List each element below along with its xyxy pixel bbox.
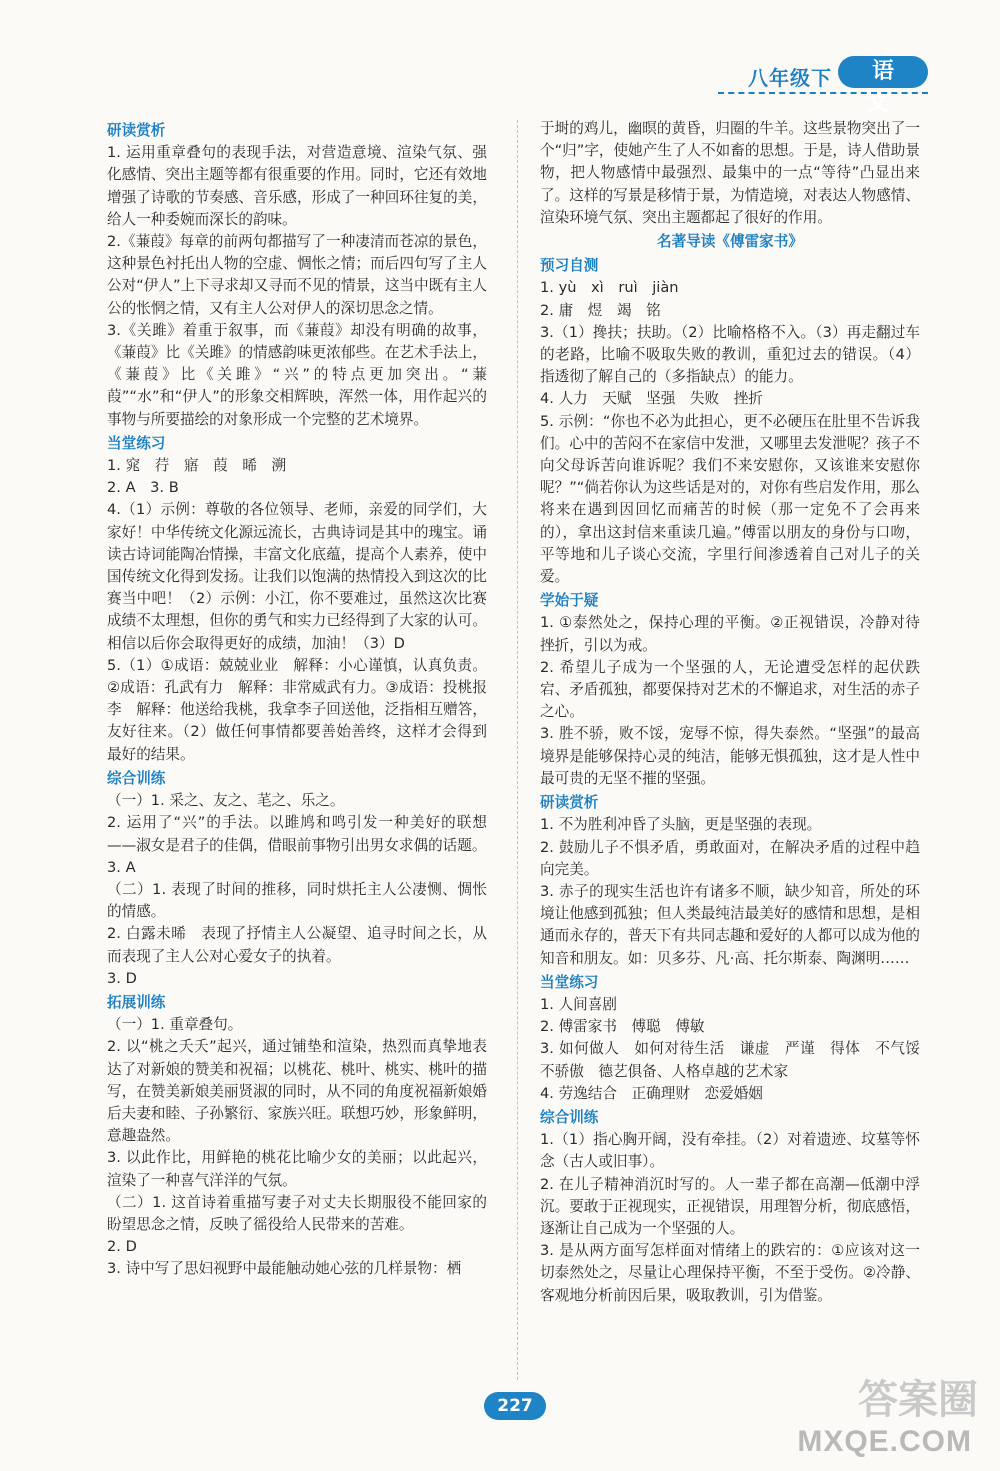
answer-paragraph: 1. yù xì ruì jiàn <box>540 279 679 297</box>
section-heading: 当堂练习 <box>540 973 599 991</box>
answer-paragraph: 5.（1）①成语：兢兢业业 解释：小心谨慎，认真负责。②成语：孔武有力 解释：非常威武有力。③成语：投桃报李 解释：他送给我桃，我拿李子回送他，泛指相互赠答，友好往来。（2）做任何事情都要善始善终，这样才会得到最好的结果。 <box>107 656 487 763</box>
answer-paragraph: 3. 胜不骄，败不馁，宠辱不惊，得失泰然。“坚强”的最高境界是能够保持心灵的纯洁，能够无惧孤独，这才是人性中最可贵的无坚不摧的坚强。 <box>540 725 920 787</box>
answer-paragraph: 1. 窕 荇 寤 葭 晞 溯 <box>107 457 287 475</box>
answer-paragraph: 2.《蒹葭》每章的前两句都描写了一种凄清而苍凉的景色，这种景色衬托出人物的空虚、惆怅之情；而后四句写了主人公对“伊人”上下寻求却又寻而不见的情景，这当中既有主人公的怅惘之情，又有主人公对伊人的深切思念之情。 <box>107 233 487 317</box>
answer-paragraph: 4.（1）示例：尊敬的各位领导、老师，亲爱的同学们，大家好！中华传统文化源远流长，古典诗词是其中的瑰宝。诵读古诗词能陶冶情操，丰富文化底蕴，提高个人素养，使中国传统文化得到发扬。让我们以饱满的热情投入到这次的比赛当中吧！（2）示例：小江，你不要难过，虽然这次比赛成绩不太理想，但你的勇气和实力已经得到了大家的认可。相信以后你会取得更好的成绩，加油！（3）D <box>107 501 487 652</box>
left-column <box>107 118 487 1281</box>
answer-paragraph: 3. 如何做人 如何对待生活 谦虚 严谨 得体 不气馁 不骄傲 德艺俱备、人格卓越的艺术家 <box>540 1040 935 1080</box>
grade-label: 八年级下 <box>748 66 832 90</box>
answer-paragraph: 3. A <box>107 858 136 876</box>
section-heading: 综合训练 <box>540 1108 599 1126</box>
answer-paragraph: 2. 庸 煜 竭 铭 <box>540 301 661 319</box>
answer-paragraph: （二）1. 这首诗着重描写妻子对丈夫长期服役不能回家的盼望思念之情，反映了徭役给人民带来的苦难。 <box>107 1193 487 1233</box>
answer-paragraph: 2. 在儿子精神消沉时写的。人一辈子都在高潮—低潮中浮沉。要敢于正视现实，正视错误，用理智分析，彻底感悟，逐渐让自己成为一个坚强的人。 <box>540 1175 920 1237</box>
answer-paragraph: 2. D <box>107 1238 137 1256</box>
header-divider <box>718 92 928 94</box>
answer-paragraph: 1.（1）指心胸开阔，没有牵挂。（2）对着遗迹、坟墓等怀念（古人或旧事）。 <box>540 1131 920 1171</box>
section-heading: 学始于疑 <box>540 592 599 610</box>
page-header <box>0 0 1000 116</box>
section-heading: 预习自测 <box>540 257 599 275</box>
answer-paragraph: 3.《关雎》着重于叙事，而《蒹葭》却没有明确的故事，《蒹葭》比《关雎》的情感韵味更浓郁些。在艺术手法上，《蒹葭》比《关雎》“兴”的特点更加突出。“蒹葭”“水”和“伊人”的形象交相辉映，浑然一体，用作起兴的事物与所要描绘的对象形成一个完整的艺术境界。 <box>107 321 487 428</box>
section-heading: 研读赏析 <box>540 794 599 812</box>
answer-paragraph: 3. 以此作比，用鲜艳的桃花比喻少女的美丽；以此起兴，渲染了一种喜气洋洋的气氛。 <box>107 1149 487 1189</box>
section-heading: 综合训练 <box>107 769 166 787</box>
watermark-url: MXQE.COM <box>797 1425 972 1458</box>
answer-paragraph: 1. 不为胜利冲昏了头脑，更是坚强的表现。 <box>540 816 822 834</box>
section-heading: 当堂练习 <box>107 434 166 452</box>
column-divider <box>517 120 518 1380</box>
answer-paragraph: 2. 鼓励儿子不惧矛盾，勇敢面对，在解决矛盾的过程中趋向完美。 <box>540 838 920 878</box>
answer-paragraph: 2. 傅雷家书 傅聪 傅敏 <box>540 1018 705 1036</box>
answer-paragraph: 2. 希望儿子成为一个坚强的人，无论遭受怎样的起伏跌宕、矛盾孤独，都要保持对艺术的不懈追求，对生活的赤子之心。 <box>540 658 920 721</box>
answer-paragraph: （二）1. 表现了时间的推移，同时烘托主人公凄恻、惆怅的情感。 <box>107 880 487 921</box>
answer-paragraph: 5. 示例：“你也不必为此担心，更不必硬压在肚里不告诉我们。心中的苦闷不在家信中发泄，又哪里去发泄呢？孩子不向父母诉苦向谁诉呢？我们不来安慰你，又该谁来安慰你呢？”“倘若你认为这些话是对的，对你有些启发作用，那么将来在遇到因回忆而痛苦的时候（那一定免不了会再来的），拿出这封信来重读几遍。”傅雷以朋友的身份与口吻，平等地和儿子谈心交流，字里行间渗透着自己对儿子的关爱。 <box>540 412 920 586</box>
answer-paragraph: 4. 人力 天赋 坚强 失败 挫折 <box>540 390 763 408</box>
answer-paragraph: 3.（1）搀扶；扶助。（2）比喻格格不入。（3）再走翻过车的老路，比喻不吸取失败的教训，重犯过去的错误。（4）指透彻了解自己的（多指缺点）的能力。 <box>540 323 920 386</box>
answer-paragraph: 1. 运用重章叠句的表现手法，对营造意境、渲染气氛、强化感情、突出主题等都有很重要的作用。同时，它还有效地增强了诗歌的节奏感、音乐感，形成了一种回环往复的美，给人一种委婉而深长的韵味。 <box>107 144 487 228</box>
subject-badge: 语 文 <box>838 56 928 88</box>
chapter-title: 名著导读《傅雷家书》 <box>657 233 803 251</box>
section-heading: 拓展训练 <box>107 993 166 1011</box>
answer-paragraph: 2. 白露未晞 表现了抒情主人公凝望、追寻时间之长，从而表现了主人公对心爱女子的执着。 <box>107 925 487 965</box>
answer-paragraph: 4. 劳逸结合 正确理财 恋爱婚姻 <box>540 1084 763 1102</box>
answer-paragraph: 3. 是从两方面写怎样面对情绪上的跌宕的：①应该对这一切泰然处之，尽量让心理保持平衡，不至于受伤。②冷静、客观地分析前因后果，吸取教训，引为借鉴。 <box>540 1242 920 1304</box>
answer-paragraph: 1. ①泰然处之，保持心理的平衡。②正视错误，冷静对待挫折，引以为戒。 <box>540 614 920 654</box>
answer-paragraph: 3. D <box>107 969 137 987</box>
answer-paragraph: 于埘的鸡儿，幽暝的黄昏，归圈的牛羊。这些景物突出了一个“归”字，使她产生了人不如畜的思想。于是，诗人借助景物，把人物感情中最强烈、最集中的一点“等待”凸显出来了。这样的写景是移情于景，为情造境，对表达人物感情、渲染环境气氛、突出主题都起了很好的作用。 <box>540 120 920 226</box>
answer-paragraph: 3. 诗中写了思妇视野中最能触动她心弦的几样景物：栖 <box>107 1260 462 1278</box>
section-heading: 研读赏析 <box>107 122 166 139</box>
answer-paragraph: 3. 赤子的现实生活也许有诸多不顺，缺少知音，所处的环境让他感到孤独；但人类最纯洁最美好的感情和思想，是相通而永存的，普天下有共同志趣和爱好的人都可以成为他的知音和朋友。如：贝多芬、凡·高、托尔斯泰、陶渊明…… <box>540 882 920 967</box>
page-number: 227 <box>484 1392 546 1420</box>
answer-paragraph: （一）1. 采之、友之、芼之、乐之。 <box>107 792 345 810</box>
answer-paragraph: 2. 运用了“兴”的手法。以雎鸠和鸣引发一种美好的联想——淑女是君子的佳偶，借眼前事物引出男女求偶的话题。 <box>107 814 487 854</box>
answer-paragraph: （一）1. 重章叠句。 <box>107 1016 243 1034</box>
answer-paragraph: 2. 以“桃之夭夭”起兴，通过铺垫和渲染，热烈而真挚地表达了对新娘的赞美和祝福；以桃花、桃叶、桃实、桃叶的描写，在赞美新娘美丽贤淑的同时，从不同的角度祝福新娘婚后夫妻和睦、子孙繁衍、家族兴旺。联想巧妙，形象鲜明，意趣盎然。 <box>107 1038 487 1145</box>
watermark-logo: 答案圈 <box>858 1377 978 1423</box>
answer-paragraph: 1. 人间喜剧 <box>540 995 617 1013</box>
right-column <box>540 118 935 1307</box>
answer-paragraph: 2. A 3. B <box>107 479 179 497</box>
